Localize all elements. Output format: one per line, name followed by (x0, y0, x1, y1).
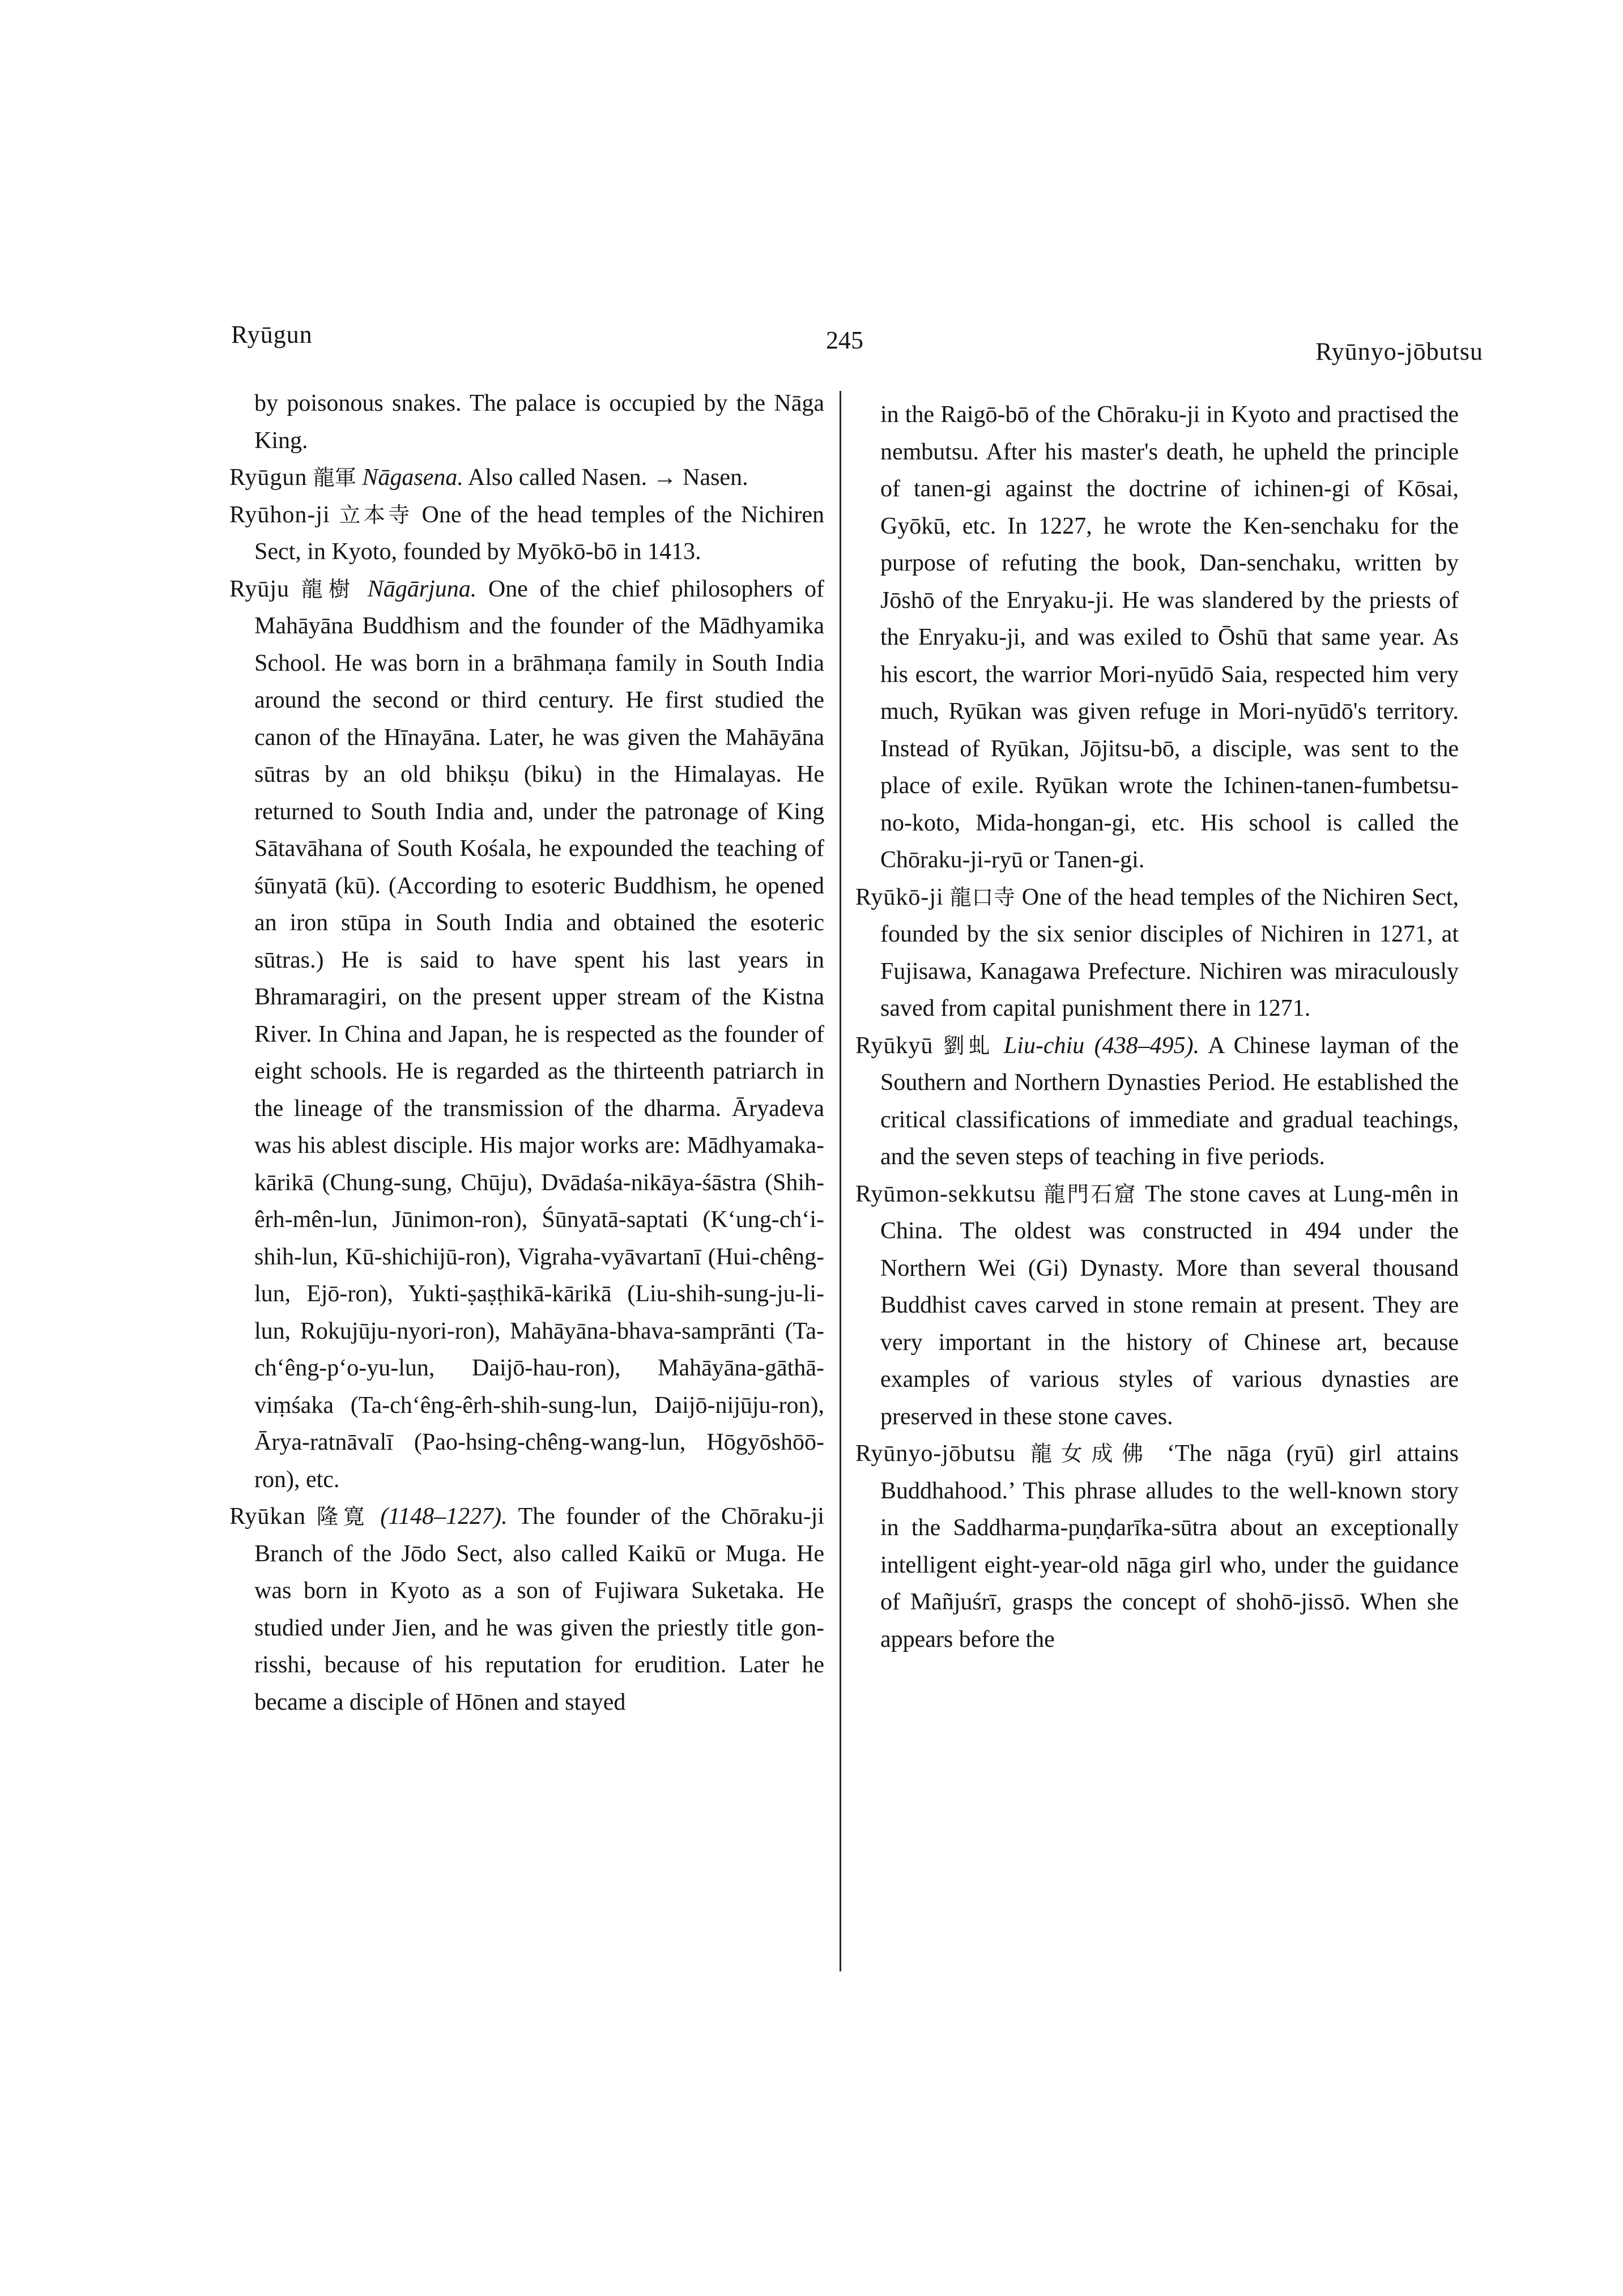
entry-romanized: Liu-chiu (438–495). (1003, 1032, 1200, 1059)
entry-kanji: 龍門石窟 (1043, 1181, 1138, 1207)
entry-definition: One of the head temples of the Nichiren Sect, in Kyoto, founded by Myōkō-bō in 1413. (254, 501, 824, 565)
entry-kanji: 隆寛 (317, 1504, 370, 1529)
entry-headword: Ryūmon-sekkutsu (855, 1181, 1036, 1207)
left-column (229, 385, 824, 1721)
continuation-text: by poisonous snakes. The palace is occupied by the Nāga King. (254, 390, 824, 454)
dictionary-entry (229, 459, 824, 497)
right-column (855, 397, 1459, 1658)
entry-headword: Ryūgun (229, 465, 308, 491)
dictionary-entry (229, 571, 824, 1499)
entry-romanized: (1148–1227). (380, 1503, 508, 1530)
dictionary-entry (229, 497, 824, 571)
entry-kanji: 龍軍 (313, 465, 356, 490)
entry-headword: Ryūkan (229, 1503, 306, 1530)
header-left-guideword: Ryūgun (231, 321, 313, 348)
entry-definition: One of the head temples of the Nichiren Sect, founded by the six senior disciples of Nichiren in 1271, at Fujisawa, Kanagawa Prefecture. Nichiren was miraculously saved from capital punishment there in 1271. (880, 884, 1459, 1021)
running-header (231, 314, 1483, 365)
entry-kanji: 立本寺 (339, 502, 413, 527)
entry-kanji: 龍口寺 (949, 884, 1016, 910)
header-right-guideword: Ryūnyo-jōbutsu (1315, 338, 1483, 365)
entry-headword: Ryūhon-ji (229, 501, 330, 528)
entry-kanji: 劉虬 (943, 1033, 994, 1058)
entry-romanized: Nāgārjuna. (367, 576, 477, 602)
entry-definition: The stone caves at Lung-mên in China. The oldest was constructed in 494 under the Northern Wei (Gi) Dynasty. More than several thousand Buddhist caves carved in stone remain at present. They are very important in the history of Chinese art, because examples of various styles of various dynasties are preserved in these stone caves. (880, 1181, 1459, 1430)
entry-definition: A Chinese layman of the Southern and Northern Dynasties Period. He established the critical classifications of immediate and gradual teachings, and the seven steps of teaching in five periods. (880, 1032, 1459, 1170)
entry-kanji: 龍女成佛 (1030, 1441, 1152, 1466)
entry-headword: Ryūkyū (855, 1032, 934, 1059)
entry-definition: Also called Nasen. → Nasen. (468, 465, 748, 491)
dictionary-entry (855, 879, 1459, 1028)
dictionary-entry (855, 1176, 1459, 1436)
page-number: 245 (826, 326, 863, 354)
entry-headword: Ryūkō-ji (855, 884, 944, 910)
continuation-text: in the Raigō-bō of the Chōraku-ji in Kyoto and practised the nembutsu. After his master's death, he upheld the principle of tanen-gi against the doctrine of ichinen-gi of Kōsai, Gyōkū, etc. In 1227, he wrote the Ken-senchaku for the purpose of refuting the book, Dan-senchaku, written by Jōshō of the Enryaku-ji. He was slandered by the priests of the Enryaku-ji, and was exiled to Ōshū that same year. As his escort, the warrior Mori-nyūdō Saia, respected him very much, Ryūkan was given refuge in Mori-nyūdō's territory. Instead of Ryūkan, Jōjitsu-bō, a disciple, was sent to the place of exile. Ryūkan wrote the Ichinen-tanen-fumbetsu-no-koto, Mida-hongan-gi, etc. His school is called the Chōraku-ji-ryū or Tanen-gi. (880, 402, 1459, 873)
entry-headword: Ryūju (229, 576, 290, 602)
entry-kanji: 龍樹 (301, 576, 356, 602)
dictionary-entry (855, 1028, 1459, 1176)
entry-headword: Ryūnyo-jōbutsu (855, 1441, 1016, 1467)
entry-romanized: Nāgasena. (362, 465, 463, 491)
dictionary-entry (229, 1498, 824, 1721)
dictionary-entry (855, 1435, 1459, 1658)
entry-definition: The founder of the Chōraku-ji Branch of the Jōdo Sect, also called Kaikū or Muga. He was born in Kyoto as a son of Fujiwara Suketaka. He studied under Jien, and he was given the priestly title gon-risshi, because of his reputation for erudition. Later he became a disciple of Hōnen and stayed (254, 1503, 825, 1715)
entry-definition: One of the chief philosophers of Mahāyāna Buddhism and the founder of the Mādhyamika School. He was born in a brāhmaṇa family in South India around the second or third century. He first studied the canon of the Hīnayāna. Later, he was given the Mahāyāna sūtras by an old bhikṣu (biku) in the Himalayas. He returned to South India and, under the patronage of King Sātavāhana of South Kośala, he expounded the teaching of śūnyatā (kū). (According to esoteric Buddhism, he opened an iron stūpa in South India and obtained the esoteric sūtras.) He is said to have spent his last years in Bhramaragiri, on the present upper stream of the Kistna River. In China and Japan, he is respected as the founder of eight schools. He is regarded as the thirteenth patriarch in the lineage of the transmission of the dharma. Āryadeva was his ablest disciple. His major works are: Mādhyamaka-kārikā (Chung-sung, Chūju), Dvādaśa-nikāya-śāstra (Shih-êrh-mên-lun, Jūnimon-ron), Śūnyatā-saptati (K‘ung-ch‘i-shih-lun, Kū-shichijū-ron), Vigraha-vyāvartanī (Hui-chêng-lun, Ejō-ron), Yukti-ṣaṣṭhikā-kārikā (Liu-shih-sung-ju-li-lun, Rokujūju-nyori-ron), Mahāyāna-bhava-samprānti (Ta-ch‘êng-p‘o-yu-lun, Daijō-hau-ron), Mahāyāna-gāthā-viṃśaka (Ta-ch‘êng-êrh-shih-sung-lun, Daijō-nijūju-ron), Ārya-ratnāvalī (Pao-hsing-chêng-wang-lun, Hōgyōshōō-ron), etc. (254, 576, 825, 1493)
entry-definition: ‘The nāga (ryū) girl attains Buddhahood.’ This phrase alludes to the well-known story in the Saddharma-puṇḍarīka-sūtra about an exceptionally intelligent eight-year-old nāga girl who, under the guidance of Mañjuśrī, grasps the concept of shohō-jissō. When she appears before the (880, 1441, 1459, 1652)
column-divider (840, 391, 841, 1971)
